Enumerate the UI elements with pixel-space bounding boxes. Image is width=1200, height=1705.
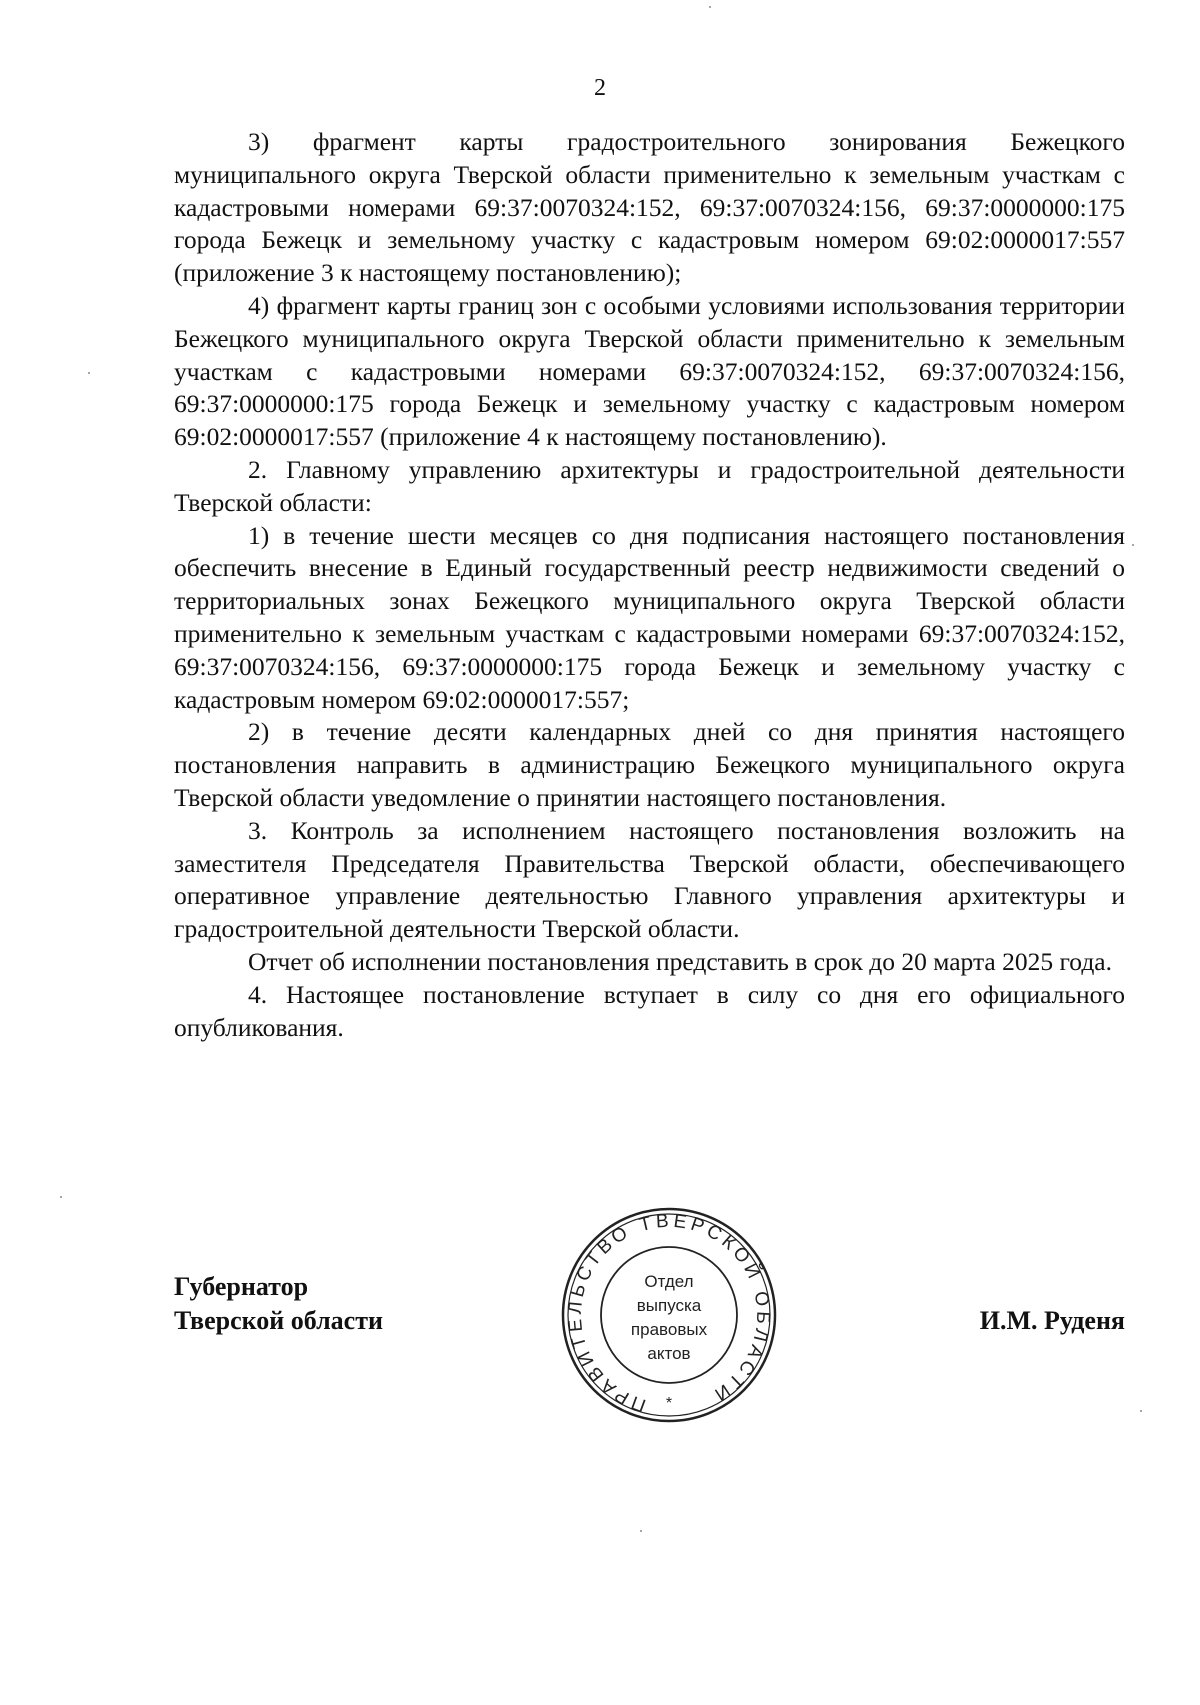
scan-speck (60, 1196, 62, 1198)
signatory-role-line-2: Тверской области (174, 1306, 383, 1335)
seal-center-line-4: актов (647, 1344, 691, 1363)
seal-center-line-1: Отдел (644, 1272, 694, 1291)
paragraph-2-1: 1) в течение шести месяцев со дня подписания настоящего постановления обеспечить внесение в Единый государственный реестр недвижимости сведений о территориальных зонах Бежецкого муниципального округа Тверской области применительно к земельным участкам с кадастровыми номерами 69:37:0070324:152, 69:37:0070324:156, 69:37:0000000:175 города Бежецк и земельному участку с кадастровым номером 69:02:0000017:557; (174, 520, 1125, 714)
page-number: 2 (594, 75, 606, 101)
seal-center-text (560, 1270, 778, 1366)
signatory-role (174, 1270, 383, 1338)
signatory-role-line-1: Губернатор (174, 1272, 309, 1301)
paragraph-2: 2. Главному управлению архитектуры и градостроительной деятельности Тверской области: (174, 454, 1125, 517)
seal-center-line-2: выпуска (636, 1296, 702, 1315)
scan-speck (709, 6, 711, 8)
paragraph-2-2: 2) в течение десяти календарных дней со дня принятия настоящего постановления направить в администрацию Бежецкого муниципального округа Тверской области уведомление о принятии настоящего постановления. (174, 717, 1125, 812)
official-seal (560, 1206, 778, 1424)
seal-star: * (665, 1395, 673, 1412)
paragraph-3: 3. Контроль за исполнением настоящего постановления возложить на заместителя Председателя Правительства Тверской области, обеспечивающего оперативное управление деятельностью Главного управления архитектуры и градостроительной деятельности Тверской области. (174, 815, 1125, 944)
scan-speck (640, 1530, 642, 1532)
paragraph-1-4: 4) фрагмент карты границ зон с особыми условиями использования территории Бежецкого муниципального округа Тверской области применительно к земельным участкам с кадастровыми номерами 69:37:0070324:152, 69:37:0070324:156, 69:37:0000000:175 города Бежецк и земельному участку с кадастровым номером 69:02:0000017:557 (приложение 4 к настоящему постановлению). (174, 290, 1125, 452)
paragraph-report: Отчет об исполнении постановления представить в срок до 20 марта 2025 года. (248, 946, 1112, 976)
document-body (174, 126, 1125, 1044)
scan-speck (1140, 1410, 1142, 1412)
scan-speck (88, 372, 90, 374)
seal-ring-text: ПРАВИТЕЛЬСТВО ТВЕРСКОЙ ОБЛАСТИ (564, 1210, 774, 1416)
signatory-name: И.М. Руденя (979, 1306, 1125, 1335)
scan-speck (1132, 544, 1134, 546)
seal-center-line-3: правовых (630, 1320, 708, 1339)
paragraph-1-3: 3) фрагмент карты градостроительного зонирования Бежецкого муниципального округа Тверской области применительно к земельным участкам с кадастровыми номерами 69:37:0070324:152, 69:37:0070324:156, 69:37:0000000:175 города Бежецк и земельному участку с кадастровым номером 69:02:0000017:557 (приложение 3 к настоящему постановлению); (174, 127, 1125, 288)
paragraph-4: 4. Настоящее постановление вступает в силу со дня его официального опубликования. (174, 979, 1125, 1042)
